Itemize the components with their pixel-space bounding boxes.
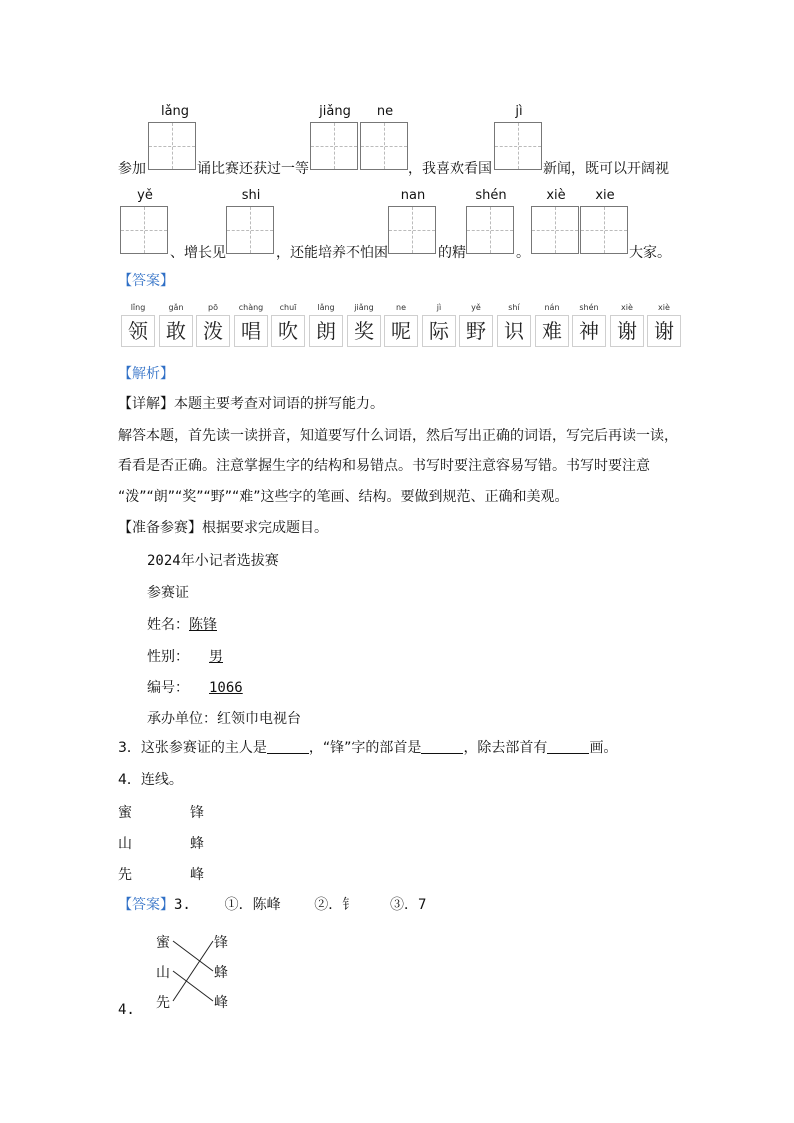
q-text: 。 xyxy=(516,245,530,261)
q-text: 参加 xyxy=(118,161,146,177)
writing-box xyxy=(388,206,436,254)
match-right: 蜂 xyxy=(190,836,204,852)
card-gender-row xyxy=(147,646,237,666)
pinyin-shi: shi xyxy=(241,188,261,203)
pinyin-nan: nan xyxy=(400,188,426,203)
answer-pinyin: xiè xyxy=(658,303,670,312)
q-text: ，我喜欢看国 xyxy=(408,161,492,177)
pinyin-ne: ne xyxy=(376,104,394,119)
detail-line: 看看是否正确。注意掌握生字的结构和易错点。书写时要注意容易写错。书写时要注意 xyxy=(118,458,650,474)
answer-character: 朗 xyxy=(309,315,343,347)
writing-box xyxy=(580,206,628,254)
field-label: 承办单位： xyxy=(147,711,217,727)
detail-line: “泼”“朗”“奖”“野”“难”这些字的笔画、结构。要做到规范、正确和美观。 xyxy=(118,489,569,505)
card-org-row xyxy=(147,708,301,728)
writing-box xyxy=(120,206,168,254)
answer-blank[interactable] xyxy=(267,739,309,754)
answer-pinyin: jiǎng xyxy=(354,303,374,312)
answer-pinyin: yě xyxy=(471,303,481,312)
q3-text: 3．这张参赛证的主人是 xyxy=(118,740,267,756)
pinyin-ji: jì xyxy=(515,104,523,119)
diagram-right: 锋 xyxy=(214,935,228,951)
match-right: 峰 xyxy=(190,867,204,883)
answer-pinyin: shí xyxy=(508,303,520,312)
pinyin-shen: shén xyxy=(475,188,507,203)
answer-pinyin: shén xyxy=(579,303,599,312)
q3-text: ，“锋”字的部首是 xyxy=(308,740,422,756)
diagram-left: 山 xyxy=(156,965,170,981)
answer2-text: 3. ①．陈峰 ②．钅 ③．7 xyxy=(174,897,427,913)
detail-line xyxy=(118,394,384,414)
answer4-label: 4. xyxy=(118,1002,135,1018)
q3-text: 画。 xyxy=(589,740,618,756)
card-title: 2024年小记者选拔赛 xyxy=(147,553,279,569)
question-4-title: 4．连线。 xyxy=(118,772,183,788)
writing-box xyxy=(466,206,514,254)
answer-character: 际 xyxy=(422,315,456,347)
answer-character: 神 xyxy=(572,315,606,347)
answer-character: 谢 xyxy=(647,315,681,347)
answer-character: 吹 xyxy=(271,315,305,347)
match-right: 锋 xyxy=(190,805,204,821)
field-value: 1066 xyxy=(209,680,243,696)
answer-character: 呢 xyxy=(384,315,418,347)
pinyin-xie: xie xyxy=(595,188,615,203)
answer-character: 难 xyxy=(535,315,569,347)
field-label: 编号： xyxy=(147,680,189,696)
question-3 xyxy=(118,738,617,758)
diagram-left: 先 xyxy=(156,995,170,1011)
answer-pinyin: gǎn xyxy=(168,303,184,312)
answer-pinyin: nán xyxy=(544,303,560,312)
match-line xyxy=(173,941,213,971)
diagram-right: 蜂 xyxy=(214,965,228,981)
answer-pinyin: chuī xyxy=(279,303,297,312)
writing-box xyxy=(531,206,579,254)
answer-character: 唱 xyxy=(234,315,268,347)
answer-tag: 【答案】 xyxy=(118,897,174,913)
writing-box xyxy=(148,122,196,170)
answer-pinyin: lǎng xyxy=(317,303,335,312)
field-value: 男 xyxy=(209,649,223,665)
q-text: 大家。 xyxy=(629,245,671,261)
diagram-left: 蜜 xyxy=(156,935,170,951)
detail-tag: 【详解】 xyxy=(118,396,174,412)
answer-pinyin: xiè xyxy=(621,303,633,312)
match-left: 先 xyxy=(118,867,132,883)
field-value: 陈锋 xyxy=(189,617,217,633)
answer-pinyin: chàng xyxy=(238,303,264,312)
match-line xyxy=(173,941,213,1001)
pinyin-ye: yě xyxy=(137,188,153,203)
writing-box xyxy=(310,122,358,170)
answer-pinyin: jì xyxy=(436,303,442,312)
answer-blank[interactable] xyxy=(547,739,589,754)
prep-text: 根据要求完成题目。 xyxy=(202,520,328,536)
writing-box xyxy=(494,122,542,170)
pinyin-lang: lǎng xyxy=(160,104,190,119)
detail-line: 解答本题，首先读一读拼音，知道要写什么词语，然后写出正确的词语，写完后再读一读， xyxy=(118,428,678,444)
card-id-row xyxy=(147,677,259,697)
answer-character: 谢 xyxy=(610,315,644,347)
q-text: 、增长见 xyxy=(170,245,226,261)
q-text: 新闻，既可以开阔视 xyxy=(543,161,669,177)
answer-blank[interactable] xyxy=(421,739,463,754)
pinyin-xie: xiè xyxy=(546,188,566,203)
pinyin-jiang: jiǎng xyxy=(319,104,351,119)
field-label: 姓名： xyxy=(147,617,189,633)
match-left: 蜜 xyxy=(118,805,132,821)
answer-tag: 【答案】 xyxy=(118,273,174,289)
answer-pinyin: pō xyxy=(208,303,218,312)
answer-character: 识 xyxy=(497,315,531,347)
answer-character: 野 xyxy=(459,315,493,347)
q-text: ，还能培养不怕困 xyxy=(276,245,388,261)
card-name: 参赛证 xyxy=(147,585,189,601)
analysis-tag: 【解析】 xyxy=(118,366,174,382)
card-name-row xyxy=(147,614,217,634)
answer-pinyin: ne xyxy=(396,303,406,312)
answer-character: 领 xyxy=(121,315,155,347)
matching-lines xyxy=(170,935,216,1005)
prep-line xyxy=(118,518,328,538)
match-line xyxy=(173,971,213,1001)
answer2-line xyxy=(118,894,426,914)
writing-box xyxy=(360,122,408,170)
writing-box xyxy=(226,206,274,254)
prep-tag: 【准备参赛】 xyxy=(118,520,202,536)
field-label: 性别： xyxy=(147,649,189,665)
diagram-right: 峰 xyxy=(214,995,228,1011)
answer-character: 奖 xyxy=(347,315,381,347)
answer-character: 敢 xyxy=(159,315,193,347)
answer-pinyin: lǐng xyxy=(130,303,146,312)
q-text: 的精 xyxy=(438,245,466,261)
detail-text: 本题主要考查对词语的拼写能力。 xyxy=(174,396,384,412)
answer-character: 泼 xyxy=(196,315,230,347)
q3-text: ，除去部首有 xyxy=(463,740,548,756)
q-text: 诵比赛还获过一等 xyxy=(197,161,309,177)
match-left: 山 xyxy=(118,836,132,852)
field-value: 红领巾电视台 xyxy=(217,711,301,727)
